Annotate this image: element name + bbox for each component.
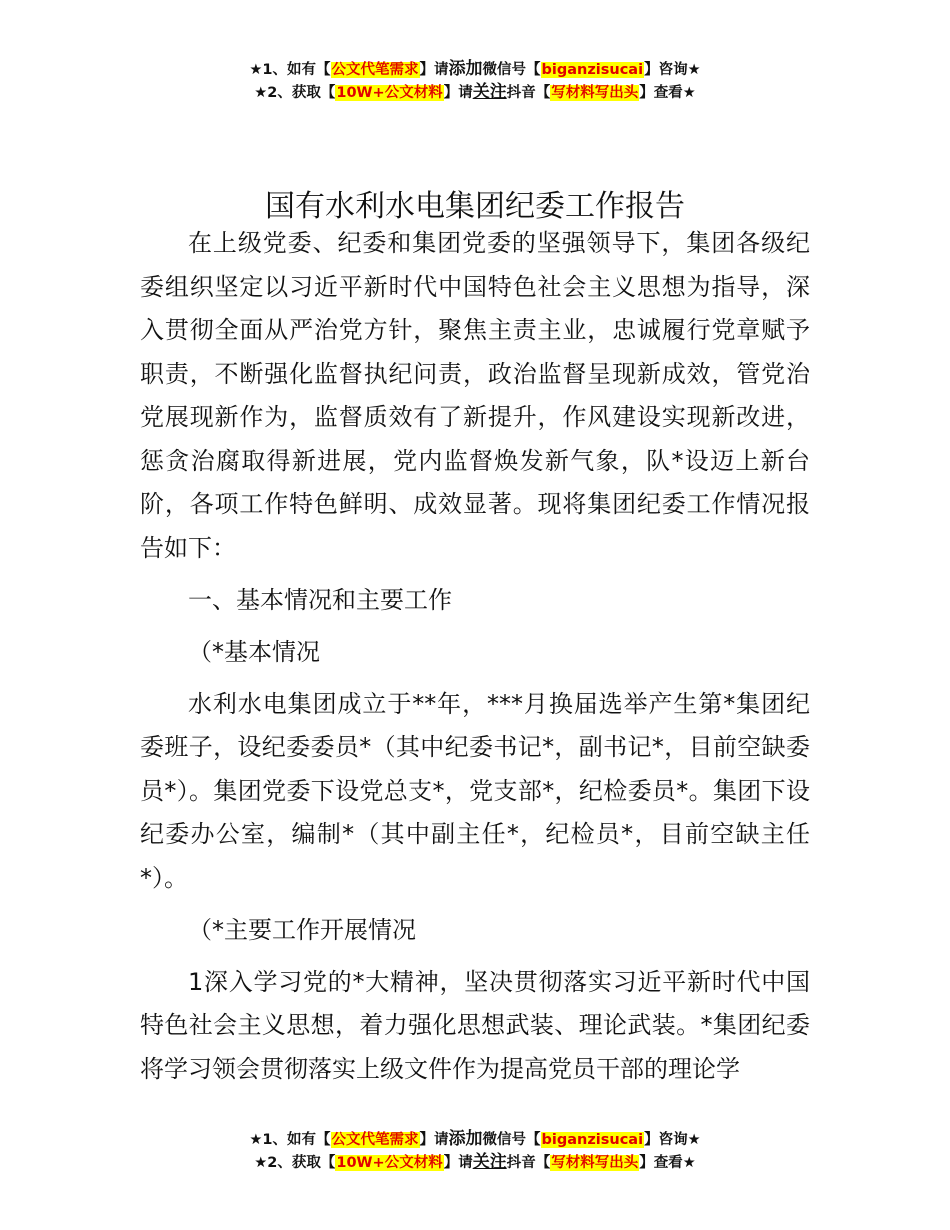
promo-text: ★2、获取【 xyxy=(254,85,336,101)
promo-text: ★1、如有【 xyxy=(249,1132,331,1148)
promo-highlight: 公文代笔需求 xyxy=(331,1132,419,1148)
promo-emphasis: 关注 xyxy=(472,1152,507,1172)
promo-text: ★1、如有【 xyxy=(249,62,331,78)
promo-highlight: 10W+公文材料 xyxy=(336,1155,443,1171)
promo-highlight: 写材料写出头 xyxy=(551,1155,639,1171)
promo-text: 】请 xyxy=(443,85,473,101)
paragraph-intro: 在上级党委、纪委和集团党委的坚强领导下，集团各级纪委组织坚定以习近平新时代中国特色社会主义思想为指导，深入贯彻全面从严治党方针，聚焦主责主业，忠诚履行党章赋予职责，不断强化监督执纪问责，政治监督呈现新成效，管党治党展现新作为，监督质效有了新提升，作风建设实现新改进，惩贪治腐取得新进展，党内监督焕发新气象，队*设迈上新台阶，各项工作特色鲜明、成效显著。现将集团纪委工作情况报告如下： xyxy=(140,229,810,562)
subheading-basic-info: （*基本情况 xyxy=(188,637,320,666)
document-body xyxy=(140,222,810,1091)
paragraph-main-work-1: 1深入学习党的*大精神，坚决贯彻落实习近平新时代中国特色社会主义思想，着力强化思想武装、理论武装。*集团纪委将学习领会贯彻落实上级文件作为提高党员干部的理论学 xyxy=(140,967,810,1083)
promo-highlight: biganzisucai xyxy=(541,62,644,78)
promo-text: 】查看★ xyxy=(639,1155,696,1171)
promo-text: 微信号【 xyxy=(482,1132,541,1148)
promo-text: 】查看★ xyxy=(639,85,696,101)
document-title: 国有水利水电集团纪委工作报告 xyxy=(265,189,685,225)
subheading-main-work: （*主要工作开展情况 xyxy=(188,915,416,944)
promo-text: 抖音【 xyxy=(506,1155,551,1171)
top-promo-banner xyxy=(0,58,950,104)
heading-section-1: 一、基本情况和主要工作 xyxy=(188,585,452,614)
promo-emphasis: 添加 xyxy=(448,59,483,79)
promo-line-2 xyxy=(0,1151,950,1174)
promo-text: 】咨询★ xyxy=(644,62,701,78)
promo-line-2 xyxy=(0,81,950,104)
promo-text: 】请 xyxy=(419,62,449,78)
promo-text: 】咨询★ xyxy=(644,1132,701,1148)
promo-text: 】请 xyxy=(443,1155,473,1171)
promo-emphasis: 关注 xyxy=(472,82,507,102)
promo-text: 抖音【 xyxy=(506,85,551,101)
promo-highlight: 10W+公文材料 xyxy=(336,85,443,101)
promo-emphasis: 添加 xyxy=(448,1129,483,1149)
promo-highlight: biganzisucai xyxy=(541,1132,644,1148)
promo-highlight: 写材料写出头 xyxy=(551,85,639,101)
promo-text: 】请 xyxy=(419,1132,449,1148)
promo-line-1 xyxy=(0,58,950,81)
paragraph-basic-info: 水利水电集团成立于**年，***月换届选举产生第*集团纪委班子，设纪委委员*（其中纪委书记*，副书记*，目前空缺委员*）。集团党委下设党总支*，党支部*，纪检委员*。集团下设纪委办公室，编制*（其中副主任*，纪检员*，目前空缺主任*）。 xyxy=(140,689,810,892)
promo-highlight: 公文代笔需求 xyxy=(331,62,419,78)
promo-line-1 xyxy=(0,1128,950,1151)
promo-text: 微信号【 xyxy=(482,62,541,78)
promo-text: ★2、获取【 xyxy=(254,1155,336,1171)
bottom-promo-banner xyxy=(0,1128,950,1174)
